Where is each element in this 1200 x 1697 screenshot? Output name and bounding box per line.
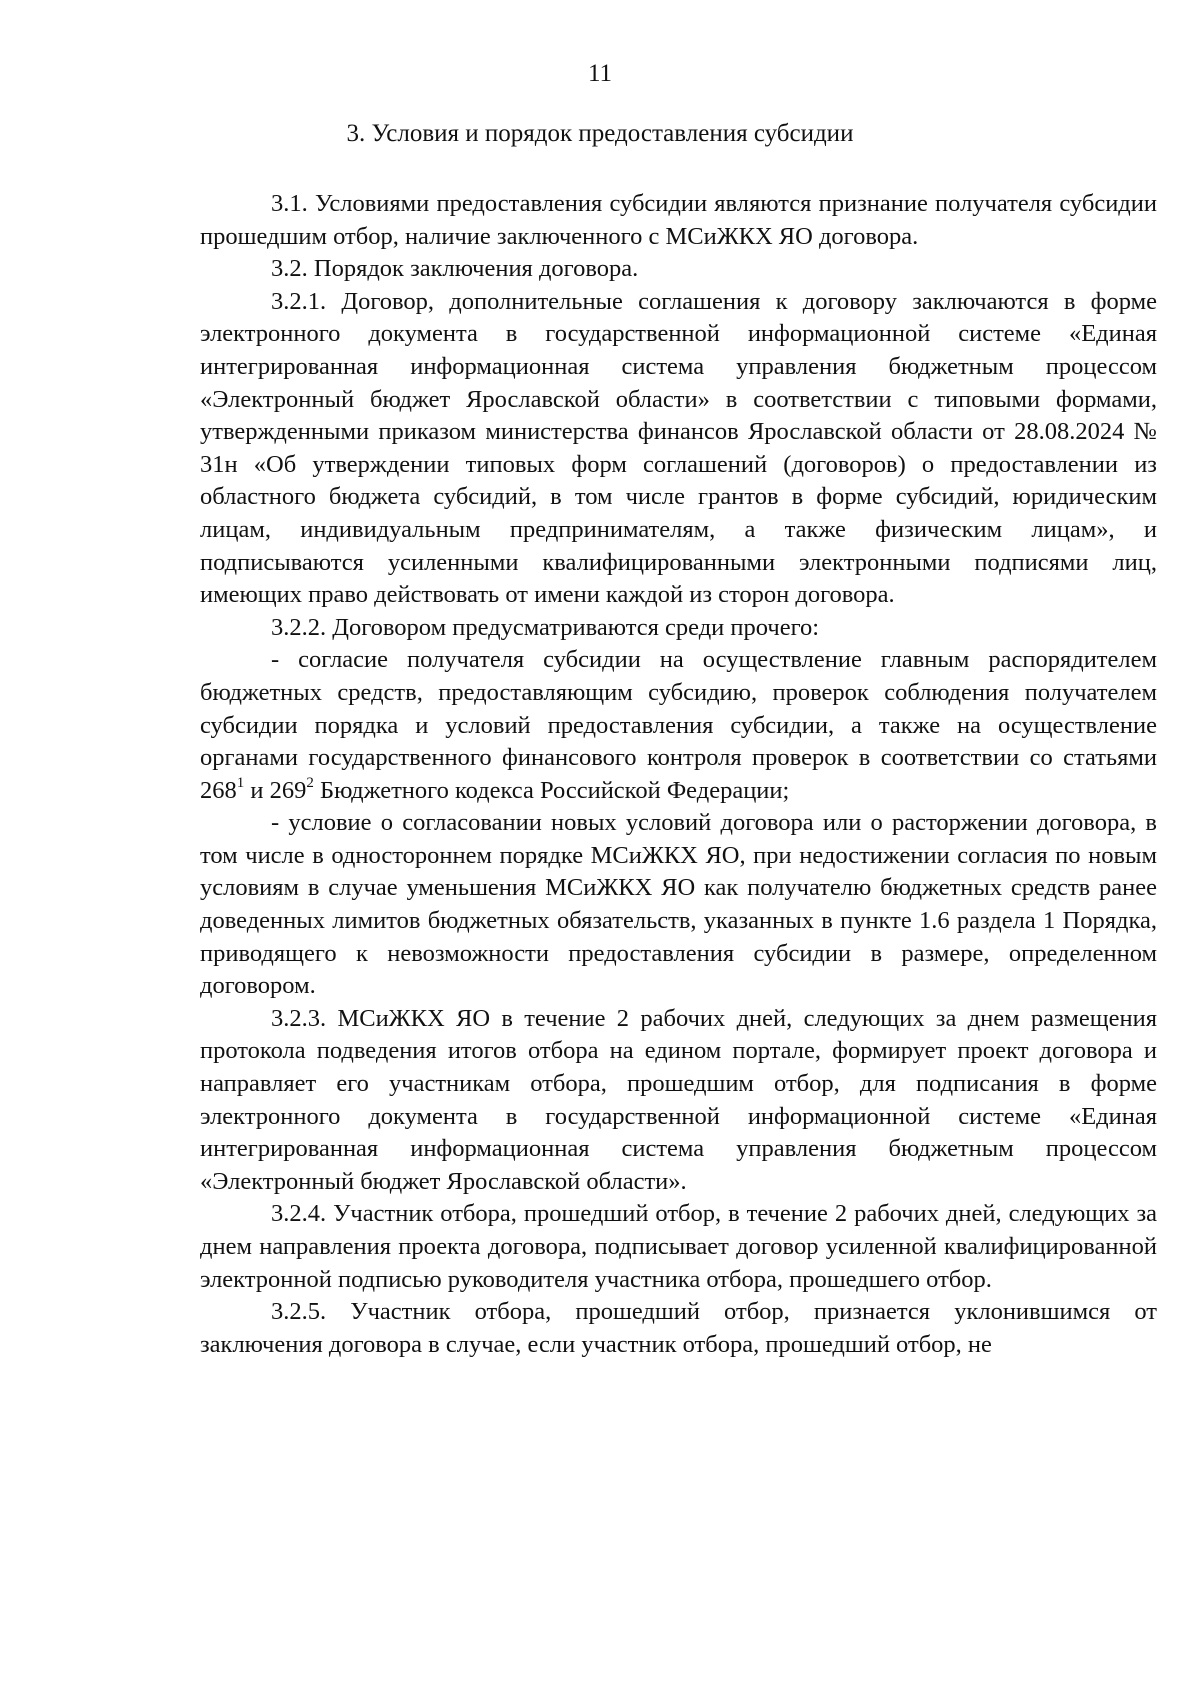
paragraph-3-1: 3.1. Условиями предоставления субсидии являются признание получателя субсидии прошедшим отбор, наличие заключенного с МСиЖКХ ЯО договора. bbox=[200, 190, 1157, 250]
list-item-consent bbox=[200, 644, 1157, 807]
list-item-consent-text-mid: и 269 bbox=[244, 776, 307, 804]
list-item-consent-text: - согласие получателя субсидии на осуществление главным распорядителем бюджетных средств, предоставляющим субсидию, проверок соблюдения получателем субсидии порядка и условий предоставления субсидии, а также на осуществление органами государственного финансового контроля проверок в соответствии со статьями 268 bbox=[200, 646, 1157, 804]
list-item-consent-text-end: Бюджетного кодекса Российской Федерации; bbox=[313, 776, 790, 804]
list-item-condition: - условие о согласовании новых условий договора или о расторжении договора, в том числе в одностороннем порядке МСиЖКХ ЯО, при недостижении согласия по новым условиям в случае уменьшения МСиЖКХ ЯО как получателю бюджетных средств ранее доведенных лимитов бюджетных обязательств, указанных в пункте 1.6 раздела 1 Порядка, приводящего к невозможности предоставления субсидии в размере, определенном договором. bbox=[200, 809, 1157, 1000]
paragraph-3-2: 3.2. Порядок заключения договора. bbox=[271, 255, 639, 283]
paragraph-3-2-2: 3.2.2. Договором предусматриваются среди прочего: bbox=[271, 613, 820, 641]
paragraph-3-2-3: 3.2.3. МСиЖКХ ЯО в течение 2 рабочих дней, следующих за днем размещения протокола подведения итогов отбора на едином портале, формирует проект договора и направляет его участникам отбора, прошедшим отбор, для подписания в форме электронного документа в государственной информационной системе «Единая интегрированная информационная система управления бюджетным процессом «Электронный бюджет Ярославской области». bbox=[200, 1004, 1157, 1195]
article-268-superscript: 1 bbox=[236, 774, 245, 791]
document-body bbox=[200, 188, 1157, 1361]
paragraph-3-2-1: 3.2.1. Договор, дополнительные соглашения к договору заключаются в форме электронного документа в государственной информационной системе «Единая интегрированная информационная система управления бюджетным процессом «Электронный бюджет Ярославской области» в соответствии с типовыми формами, утвержденными приказом министерства финансов Ярославской области от 28.08.2024 № 31н «Об утверждении типовых форм соглашений (договоров) о предоставлении из областного бюджета субсидий, в том числе грантов в форме субсидий, юридическим лицам, индивидуальным предпринимателям, а также физическим лицам», и подписываются усиленными квалифицированными электронными подписями лиц, имеющих право действовать от имени каждой из сторон договора. bbox=[200, 287, 1157, 609]
section-title: 3. Условия и порядок предоставления субсидии bbox=[346, 120, 854, 147]
article-269-superscript: 2 bbox=[306, 774, 314, 791]
paragraph-3-2-5: 3.2.5. Участник отбора, прошедший отбор, признается уклонившимся от заключения договора в случае, если участник отбора, прошедший отбор, не bbox=[200, 1298, 1157, 1358]
paragraph-3-2-4: 3.2.4. Участник отбора, прошедший отбор, в течение 2 рабочих дней, следующих за днем направления проекта договора, подписывает договор усиленной квалифицированной электронной подписью руководителя участника отбора, прошедшего отбор. bbox=[200, 1200, 1157, 1293]
page-number: 11 bbox=[587, 60, 613, 87]
